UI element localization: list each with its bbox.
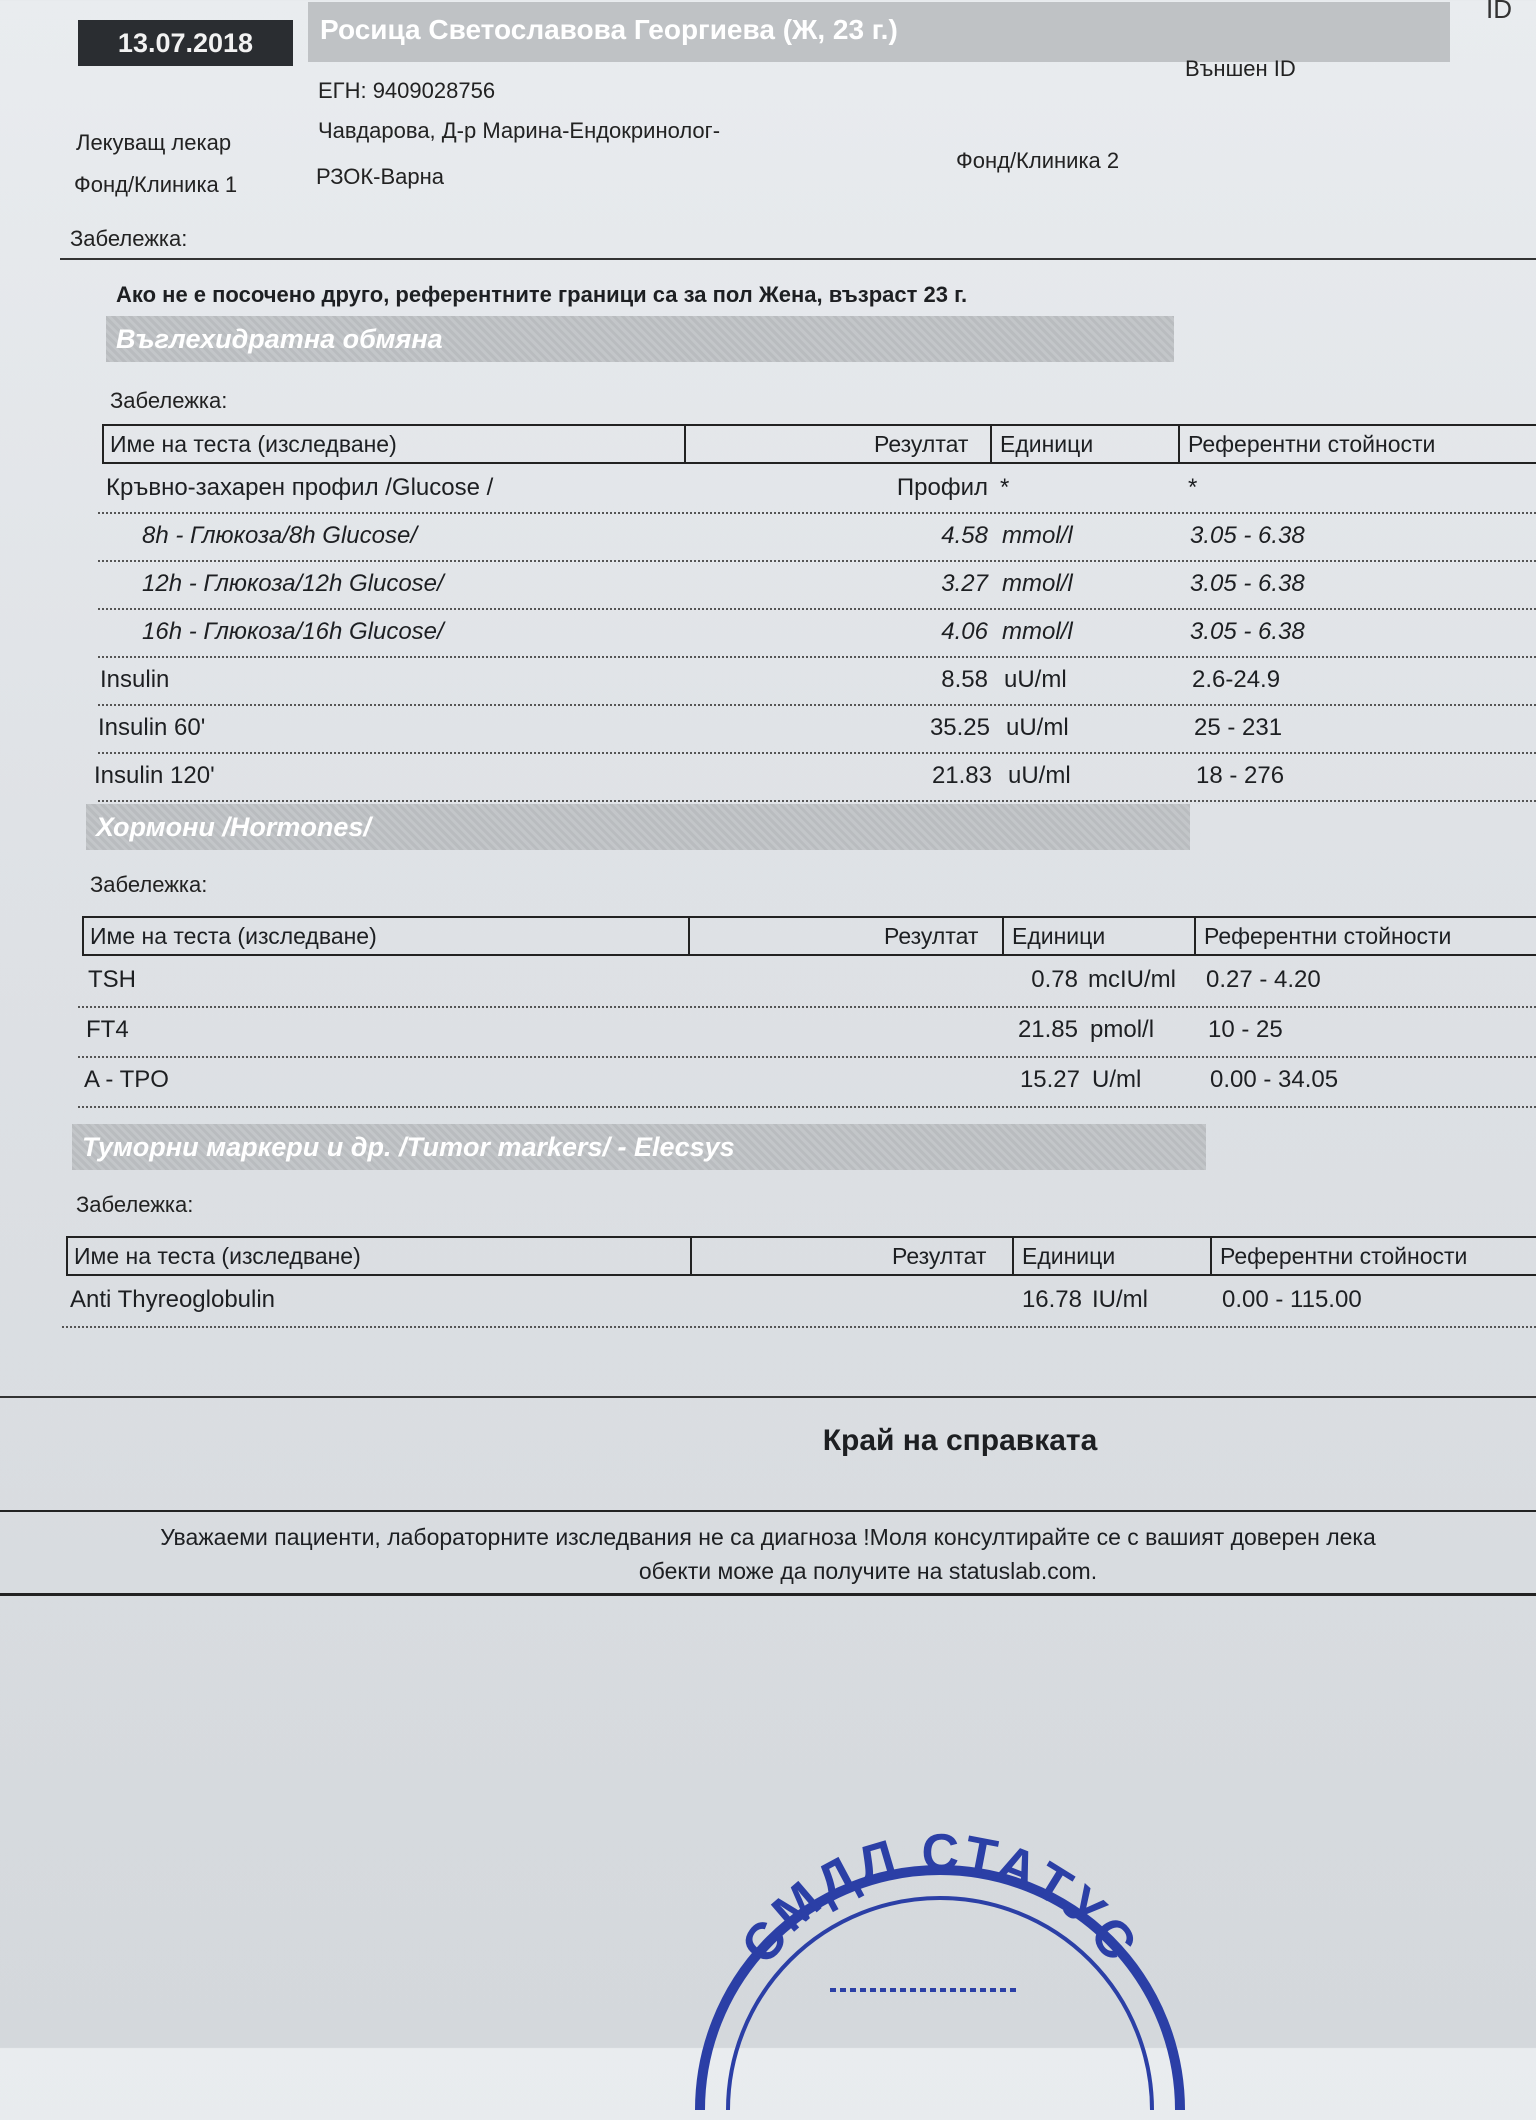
test-unit: uU/ml bbox=[1004, 666, 1067, 693]
test-reference: 25 - 231 bbox=[1194, 714, 1283, 741]
test-reference: 2.6-24.9 bbox=[1192, 666, 1281, 693]
test-name: FT4 bbox=[86, 1016, 129, 1043]
tumor-markers-table-body bbox=[62, 1278, 1536, 1328]
col-result-header: Резултат bbox=[884, 923, 979, 949]
test-name: Insulin 60' bbox=[98, 714, 206, 741]
test-result: 35.25 bbox=[929, 714, 990, 741]
test-reference: 18 - 276 bbox=[1196, 762, 1285, 789]
test-result: 15.27 bbox=[1019, 1066, 1080, 1093]
test-unit: * bbox=[1000, 474, 1010, 501]
table-row bbox=[98, 658, 1536, 706]
stamp-text: СМДЛ СТАТУС bbox=[730, 1823, 1150, 1975]
test-unit: U/ml bbox=[1092, 1066, 1142, 1093]
test-reference: * bbox=[1188, 474, 1198, 501]
test-name: Insulin 120' bbox=[94, 762, 215, 789]
col-reference-header: Референтни стойности bbox=[1220, 1243, 1468, 1269]
section-note: Забележка: bbox=[110, 388, 228, 413]
col-name-header: Име на теста (изследване) bbox=[74, 1243, 361, 1269]
column-divider bbox=[1194, 918, 1196, 956]
section-note: Забележка: bbox=[90, 872, 208, 897]
test-result: 8.58 bbox=[941, 666, 988, 693]
table-row bbox=[78, 1008, 1536, 1058]
column-divider bbox=[1210, 1238, 1212, 1276]
table-row bbox=[98, 514, 1536, 562]
table-header bbox=[102, 424, 1536, 464]
test-unit: mmol/l bbox=[1002, 570, 1073, 597]
table-header bbox=[82, 916, 1536, 956]
header-note-label: Забележка: bbox=[70, 226, 188, 251]
column-divider bbox=[1178, 426, 1180, 464]
fund1-label: Фонд/Клиника 1 bbox=[74, 172, 238, 197]
carbohydrate-table-body bbox=[94, 466, 1536, 802]
disclaimer-line-2: обекти може да получите на statuslab.com. bbox=[638, 1558, 1098, 1584]
test-result: 3.27 bbox=[941, 570, 988, 597]
test-result: 21.85 bbox=[1017, 1016, 1078, 1043]
test-name: Кръвно-захарен профил /Glucose / bbox=[106, 474, 494, 501]
fund1-value: РЗОК-Варна bbox=[316, 164, 445, 189]
egn: ЕГН: 9409028756 bbox=[318, 78, 496, 103]
test-reference: 0.00 - 34.05 bbox=[1210, 1066, 1339, 1093]
test-result: 16.78 bbox=[1021, 1286, 1082, 1313]
col-units-header: Единици bbox=[1000, 431, 1094, 457]
test-reference: 3.05 - 6.38 bbox=[1190, 618, 1305, 645]
test-name: TSH bbox=[88, 966, 136, 993]
col-reference-header: Референтни стойности bbox=[1204, 923, 1452, 949]
table-row bbox=[94, 754, 1536, 802]
test-name: A - TPO bbox=[84, 1066, 169, 1093]
table-row bbox=[98, 466, 1536, 514]
reference-note: Ако не е посочено друго, референтните граници са за пол Жена, възраст 23 г. bbox=[116, 282, 968, 307]
external-id-label: Външен ID bbox=[1185, 56, 1296, 81]
column-divider bbox=[990, 426, 992, 464]
col-units-header: Единици bbox=[1022, 1243, 1116, 1269]
patient-name-bar: Росица Светославова Георгиева (Ж, 23 г.) bbox=[308, 2, 1450, 62]
table-row bbox=[78, 1058, 1536, 1108]
test-reference: 3.05 - 6.38 bbox=[1190, 570, 1305, 597]
col-name-header: Име на теста (изследване) bbox=[90, 923, 377, 949]
test-unit: mmol/l bbox=[1002, 618, 1073, 645]
doctor-label: Лекуващ лекар bbox=[76, 130, 232, 155]
section-title-tumor-markers: Туморни маркери и др. /Tumor markers/ - Elecsys bbox=[72, 1124, 1206, 1170]
test-reference: 10 - 25 bbox=[1208, 1016, 1283, 1043]
col-units-header: Единици bbox=[1012, 923, 1106, 949]
section-title-hormones: Хормони /Hormones/ bbox=[86, 804, 1190, 850]
table-row bbox=[78, 958, 1536, 1008]
column-divider bbox=[684, 426, 686, 464]
test-name: 8h - Глюкоза/8h Glucose/ bbox=[142, 522, 417, 549]
section-title-carbohydrate: Въглехидратна обмяна bbox=[106, 316, 1174, 362]
header-divider bbox=[60, 258, 1536, 260]
test-name: Anti Thyreoglobulin bbox=[70, 1286, 276, 1313]
end-divider bbox=[0, 1396, 1536, 1398]
table-header bbox=[66, 1236, 1536, 1276]
test-unit: pmol/l bbox=[1090, 1016, 1155, 1043]
test-unit: uU/ml bbox=[1008, 762, 1071, 789]
test-reference: 0.00 - 115.00 bbox=[1222, 1286, 1362, 1313]
test-reference: 3.05 - 6.38 bbox=[1190, 522, 1305, 549]
column-divider bbox=[1012, 1238, 1014, 1276]
test-result: 21.83 bbox=[931, 762, 992, 789]
col-name-header: Име на теста (изследване) bbox=[110, 431, 397, 457]
test-result: 4.58 bbox=[941, 522, 988, 549]
test-unit: mcIU/ml bbox=[1088, 966, 1176, 993]
test-reference: 0.27 - 4.20 bbox=[1206, 966, 1321, 993]
fund2-label: Фонд/Клиника 2 bbox=[956, 148, 1120, 173]
table-row bbox=[98, 610, 1536, 658]
test-result: 4.06 bbox=[941, 618, 988, 645]
table-row bbox=[98, 562, 1536, 610]
end-of-report: Край на справката bbox=[822, 1424, 1098, 1457]
test-unit: mmol/l bbox=[1002, 522, 1073, 549]
test-name: 12h - Глюкоза/12h Glucose/ bbox=[142, 570, 444, 597]
test-name: Insulin bbox=[100, 666, 170, 693]
test-unit: uU/ml bbox=[1006, 714, 1069, 741]
column-divider bbox=[690, 1238, 692, 1276]
col-result-header: Резултат bbox=[874, 431, 969, 457]
test-result: 0.78 bbox=[1031, 966, 1078, 993]
test-unit: IU/ml bbox=[1092, 1286, 1148, 1313]
disclaimer-line-1: Уважаеми пациенти, лабораторните изследвания не са диагноза !Моля консултирайте се с вашият доверен лека bbox=[160, 1524, 1376, 1550]
column-divider bbox=[1002, 918, 1004, 956]
lab-stamp bbox=[680, 1820, 1200, 2120]
test-result: Профил bbox=[896, 474, 988, 501]
col-result-header: Резултат bbox=[892, 1243, 987, 1269]
patient-disclaimer bbox=[0, 1510, 1536, 1596]
table-row bbox=[98, 706, 1536, 754]
doctor-value: Чавдарова, Д-р Марина-Ендокринолог- bbox=[318, 118, 721, 143]
id-label: ID bbox=[1486, 0, 1512, 24]
section-note: Забележка: bbox=[76, 1192, 194, 1217]
column-divider bbox=[688, 918, 690, 956]
col-reference-header: Референтни стойности bbox=[1188, 431, 1436, 457]
table-row bbox=[62, 1278, 1536, 1328]
hormones-table-body bbox=[78, 958, 1536, 1108]
report-date: 13.07.2018 bbox=[78, 20, 293, 66]
test-name: 16h - Глюкоза/16h Glucose/ bbox=[142, 618, 444, 645]
